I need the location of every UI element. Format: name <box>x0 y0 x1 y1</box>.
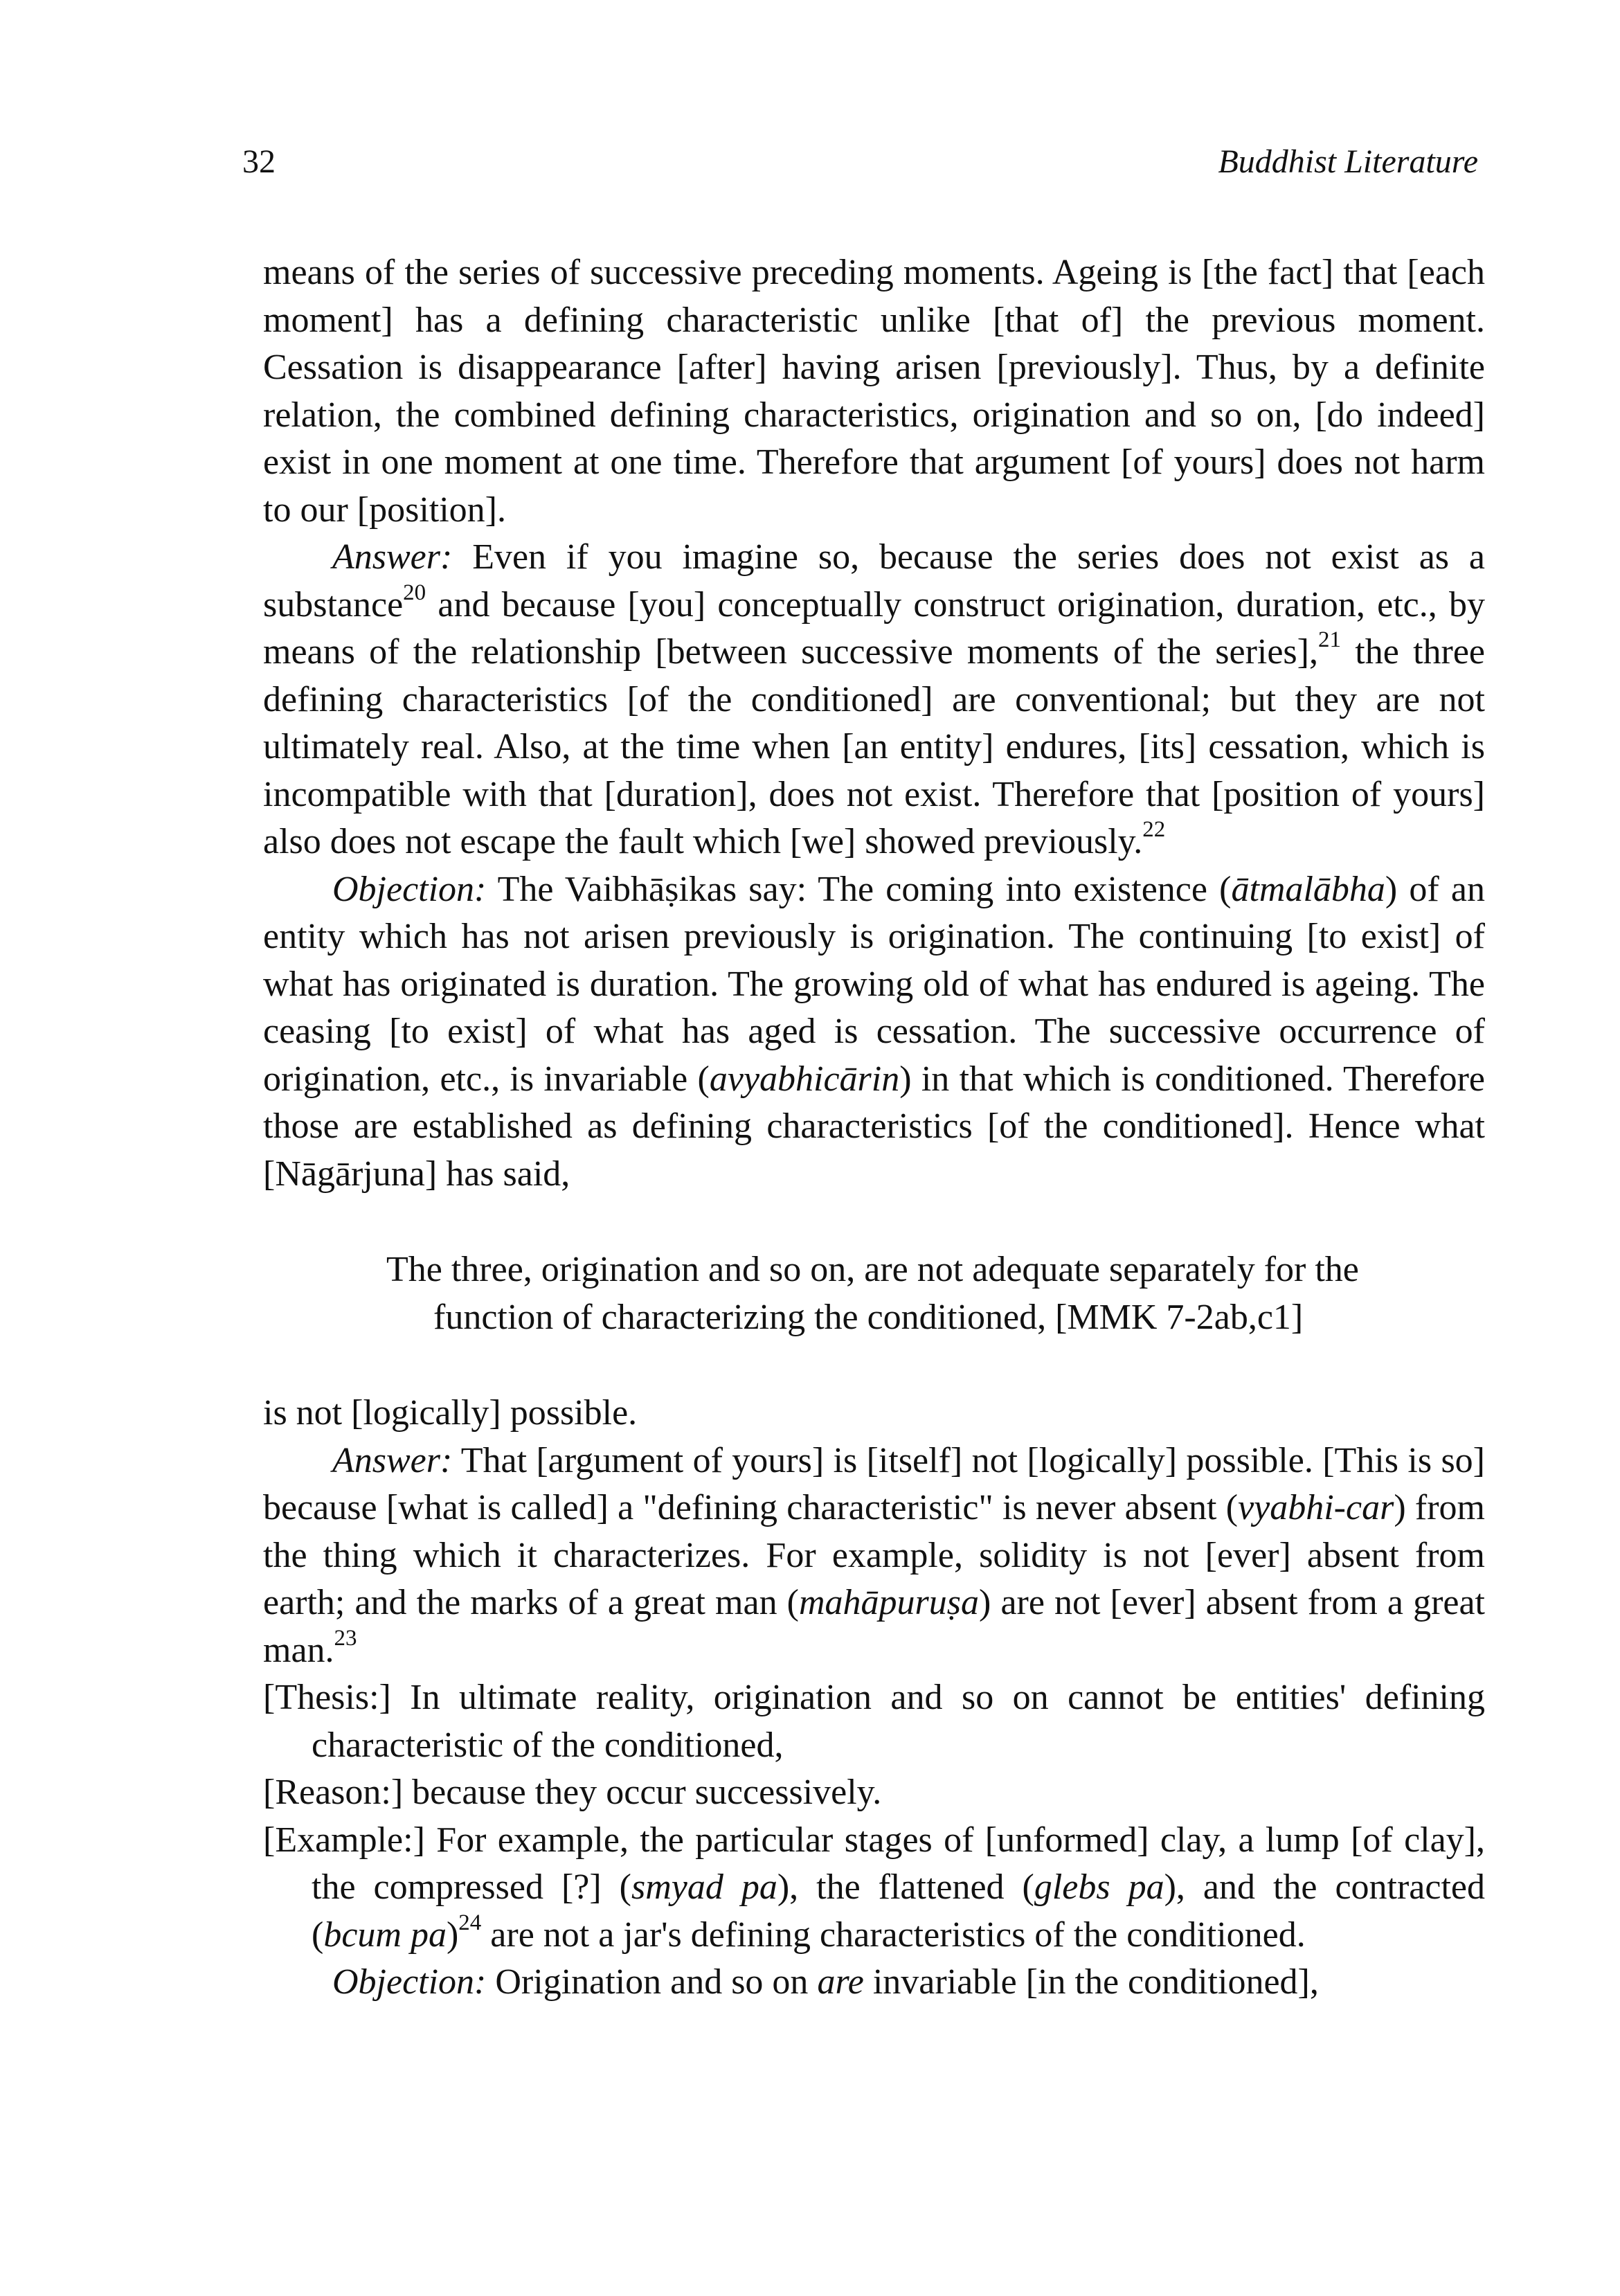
term-bcum-pa: bcum pa <box>323 1914 447 1955</box>
paragraph-objection-2 <box>263 1959 1485 2007</box>
paragraph-1 <box>263 249 1485 534</box>
term-mahapurusa: mahāpuruṣa <box>799 1583 980 1622</box>
example-text-d: ) <box>446 1914 459 1955</box>
answer2-text-b: ) from the thing which it characterizes. For example, solidity is not [ever] absent from earth; and the marks of a great man ( <box>263 1488 1485 1622</box>
syllogism-example <box>263 1817 1485 1959</box>
quote-line-2: function of characterizing the conditioned, [MMK 7-2ab,c1] <box>433 1297 1304 1337</box>
footnote-ref-21: 21 <box>1317 627 1341 652</box>
main-text <box>263 249 1485 2007</box>
answer-text-a: Even if you imagine so, because the series does not exist as a substance <box>263 537 1485 625</box>
term-avyabhicarin: avyabhicārin <box>709 1059 900 1099</box>
syllogism-thesis <box>263 1674 1485 1769</box>
example-text-c: ), and the contracted ( <box>312 1867 1485 1955</box>
footnote-ref-22: 22 <box>1142 817 1166 842</box>
quote-line-1: The three, origination and so on, are not adequate separately for the <box>386 1250 1359 1289</box>
term-smyad-pa: smyad pa <box>631 1867 777 1907</box>
answer2-text-a: That [argument of yours] is [itself] not [logically] possible. [This is so] because [what is called] a "defining characteristic" is never absent ( <box>263 1440 1485 1527</box>
objection-label: Objection: <box>332 869 487 909</box>
answer2-text-c: ) are not [ever] absent from a great man. <box>263 1583 1485 1670</box>
not-possible-text: is not [logically] possible. <box>263 1393 638 1433</box>
objection2-text-a: Origination and so on <box>486 1962 818 2002</box>
thesis-text: In ultimate reality, origination and so on cannot be entities' defining characteristic of the conditioned, <box>312 1678 1485 1765</box>
term-atmalabha: ātmalābha <box>1231 869 1385 909</box>
example-label: [Example:] <box>263 1820 425 1860</box>
example-text-a: For example, the particular stages of [unformed] clay, a lump [of clay], the compressed [?] ( <box>312 1820 1485 1907</box>
objection-label-2: Objection: <box>332 1962 487 2002</box>
footnote-ref-20: 20 <box>403 580 426 605</box>
page-number: 32 <box>242 143 276 180</box>
running-title: Buddhist Literature <box>1218 143 1478 180</box>
paragraph-1-text: means of the series of successive preceding moments. Ageing is [the fact] that [each moment] has a defining characteristic unlike [that of] the previous moment. Cessation is disappearance [after] having arisen [previously]. Thus, by a definite relation, the combined defining characteristics, origination and so on, [do indeed] exist in one moment at one time. Therefore that argument [of yours] does not harm to our [position]. <box>263 253 1485 530</box>
term-vyabhi-car: vyabhi-car <box>1238 1488 1394 1527</box>
paragraph-answer-1 <box>263 534 1485 866</box>
term-glebs-pa: glebs pa <box>1034 1867 1164 1907</box>
reason-label: [Reason:] <box>263 1773 404 1812</box>
syllogism-reason <box>263 1769 1485 1817</box>
paragraph-not-possible <box>263 1390 1485 1437</box>
answer-text-b: and because [you] conceptually construct origination, duration, etc., by means of the relationship [between successive moments of the series], <box>263 584 1485 672</box>
footnote-ref-24: 24 <box>458 1910 482 1935</box>
example-text-e: are not a jar's defining characteristics of the conditioned. <box>481 1914 1306 1955</box>
objection2-text-b: invariable [in the conditioned], <box>863 1962 1319 2002</box>
paragraph-objection-1 <box>263 866 1485 1199</box>
objection-text-c: ) in that which is conditioned. Therefore those are established as defining characteristics [of the conditioned]. Hence what [Nāgārjuna] has said, <box>263 1059 1485 1194</box>
objection-text-b: ) of an entity which has not arisen previously is origination. The continuing [to exist] of what has originated is duration. The growing old of what has endured is ageing. The ceasing [to exist] of what has aged is cessation. The successive occurrence of origination, etc., is invariable ( <box>263 869 1485 1099</box>
objection-text-a: The Vaibhāṣikas say: The coming into existence ( <box>486 869 1232 909</box>
reason-text: because they occur successively. <box>403 1773 882 1812</box>
footnote-ref-23: 23 <box>334 1625 357 1651</box>
verse-quotation <box>263 1246 1485 1341</box>
answer-label: Answer: <box>332 537 453 577</box>
thesis-label: [Thesis:] <box>263 1678 391 1717</box>
emphasis-are: are <box>817 1962 864 2002</box>
answer-label-2: Answer: <box>332 1440 453 1480</box>
answer-text-c: the three defining characteristics [of the conditioned] are conventional; but they are not ultimately real. Also, at the time when [an entity] endures, [its] cessation, which is incompatible with that [duration], does not exist. Therefore that [position of yours] also does not escape the fault which [we] showed previously. <box>263 632 1486 861</box>
example-text-b: ), the flattened ( <box>777 1867 1034 1907</box>
paragraph-answer-2 <box>263 1437 1485 1675</box>
